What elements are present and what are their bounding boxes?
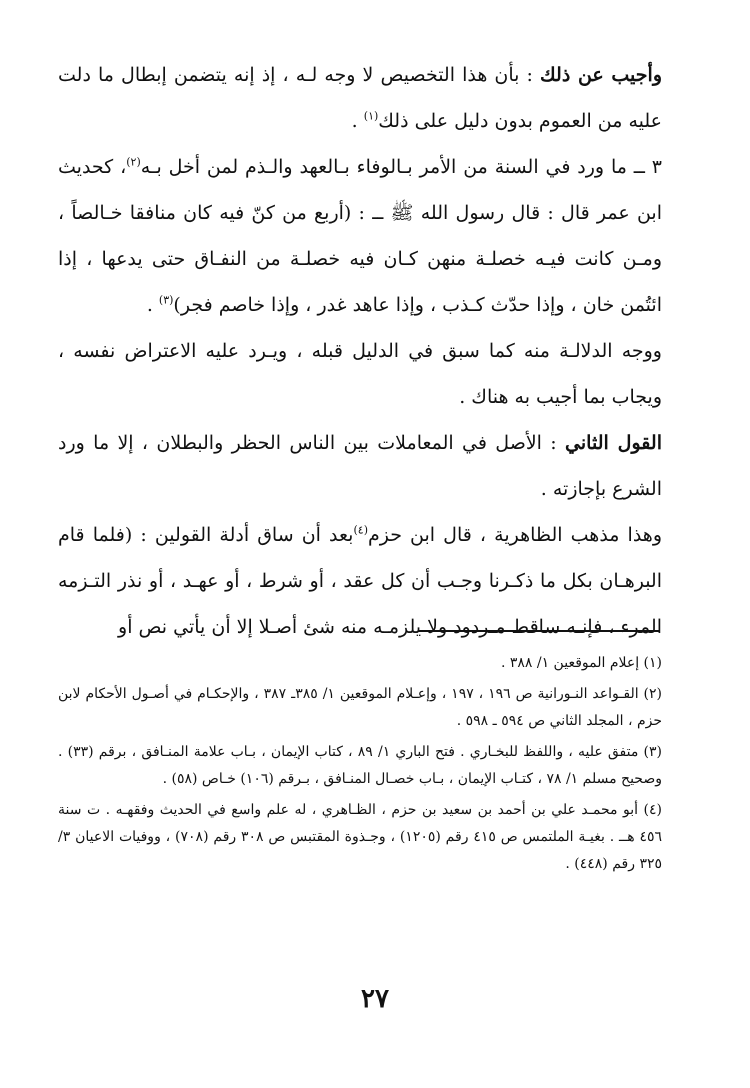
footnote-2: (٢) القـواعد النـورانية ص ١٩٦ ، ١٩٧ ، وإعـلام الموقعين ١/ ٣٨٥ـ ٣٨٧ ، والإحكـام في أصـول الأحكام لابن حزم ، المجلد الثاني ص ٥٩٤ ـ ٥٩٨ . bbox=[58, 686, 663, 729]
footnote-divider bbox=[418, 630, 660, 632]
hadith-intro: ٣ ــ ما ورد في السنة من الأمر بـالوفاء بـالعهد والـذم لمن أخل بـه bbox=[140, 156, 662, 178]
page-number: ٢٧ bbox=[361, 984, 389, 1014]
main-text bbox=[58, 52, 662, 650]
zahiri-text: بعد أن ساق أدلة القولين : (فلما قام البرهـان بكل ما ذكـرنا وجـب أن كل عقد ، أو شرط ، أو عهـد ، أو نذر التـزمه المرء ، فإنـه ساقط مـردود ولا يلزمـه منه شئ أصـلا إلا أن يأتي نص أو bbox=[58, 524, 662, 638]
second-opinion-heading: القول الثاني bbox=[565, 432, 662, 454]
second-opinion-text: : الأصل في المعاملات بين الناس الحظر والبطلان ، إلا ما ورد الشرع بإجازته . bbox=[58, 432, 662, 500]
footnote-ref-2[interactable]: (٢) bbox=[126, 155, 141, 169]
paragraph-answer bbox=[58, 52, 662, 144]
footnotes bbox=[58, 650, 662, 882]
answer-text: : بأن هذا التخصيص لا وجه لـه ، إذ إنه يتضمن إبطال ما دلت عليه من العموم بدون دليل على ذلك bbox=[58, 64, 662, 132]
paragraph-second-opinion bbox=[58, 420, 662, 512]
footnote-4: (٤) أبو محمـد علي بن أحمد بن سعيد بن حزم ، الظـاهري ، له علم واسع في الحديث وفقهـه . ت سنة ٤٥٦ هــ . بغيـة الملتمس ص ٤١٥ رقم (١٢٠٥) ، وجـذوة المقتبس ص ٣٠٨ رقم (٧٠٨) ، ووفيات الاعيان ٣/ ٣٢٥ رقم (٤٤٨) . bbox=[58, 802, 663, 872]
footnote-ref-1[interactable]: (١) bbox=[363, 109, 379, 123]
zahiri-intro: وهذا مذهب الظاهرية ، قال ابن حزم bbox=[367, 524, 662, 546]
paragraph-hadith bbox=[58, 144, 662, 328]
hadith-text: ، كحديث ابن عمر قال : قال رسول الله ﷺ ــ : (أربع من كنّ فيه كان منافقا خـالصاً ، ومـن كانت فيـه خصلـة منهن كـان فيه خصلـة من النفـاق حتى يدعها ، إذا ائتُمن خان ، وإذا حدّث كـذب ، وإذا عاهد غدر ، وإذا خاصم فجر) bbox=[58, 156, 662, 316]
sentence-end: . bbox=[351, 110, 358, 132]
sentence-end: . bbox=[146, 294, 153, 316]
footnote-ref-4[interactable]: (٤) bbox=[353, 523, 368, 537]
paragraph-evidence: ووجه الدلالـة منه كما سبق في الدليل قبله ، ويـرد عليه الاعتراض نفسه ، ويجاب بما أجيب به هناك . bbox=[58, 340, 662, 408]
answer-heading: وأجيب عن ذلك bbox=[540, 64, 662, 86]
footnote-ref-3[interactable]: (٣) bbox=[158, 293, 174, 307]
footnote-1: (١) إعلام الموقعين ١/ ٣٨٨ . bbox=[500, 655, 662, 671]
footnote-3: (٣) متفق عليه ، واللفظ للبخـاري . فتح الباري ١/ ٨٩ ، كتاب الإيمان ، بـاب علامة المنـافق ، برقم (٣٣) . وصحيح مسلم ١/ ٧٨ ، كتـاب الإيمان ، بـاب خصـال المنـافق ، بـرقم (١٠٦) خـاص (٥٨) . bbox=[58, 744, 663, 787]
